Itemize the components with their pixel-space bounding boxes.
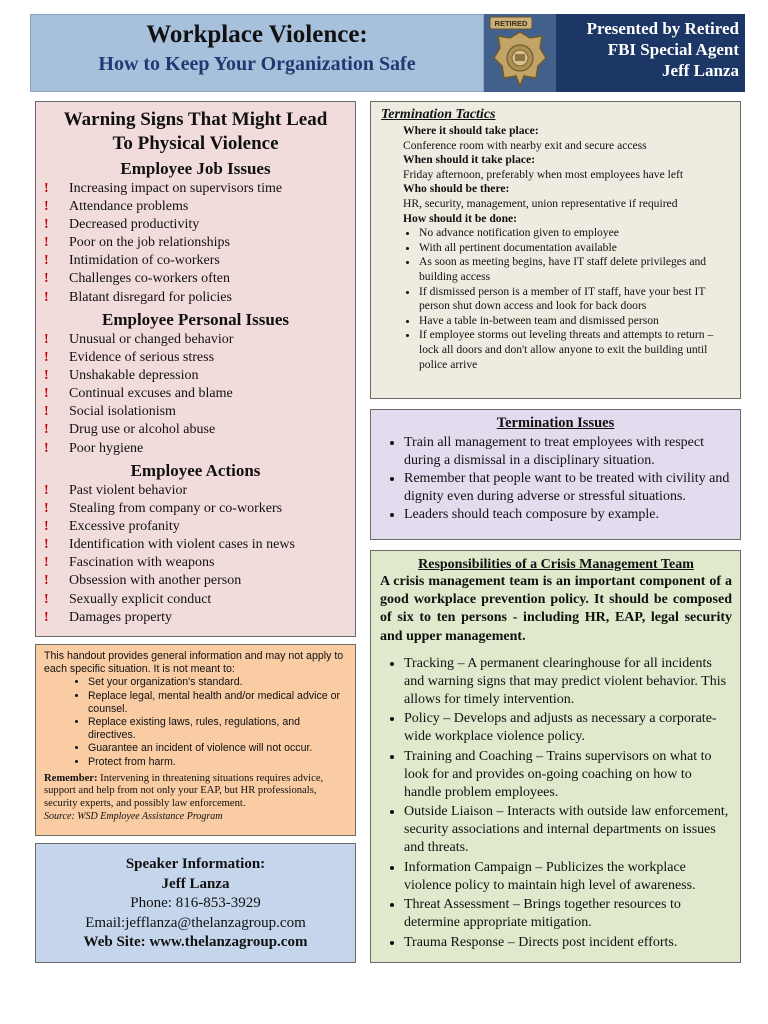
list-item: • Training and Coaching – Trains supervisors on what to look for and provides on-going coaching on how to handle problem employees. xyxy=(404,748,732,802)
list-item: ! Fascination with weapons xyxy=(44,555,215,571)
list-item: • Threat Assessment – Brings together resources to determine appropriate mitigation. xyxy=(404,896,732,932)
exclamation-icon: ! xyxy=(44,332,49,347)
list-item: ! Increasing impact on supervisors time xyxy=(44,181,283,196)
exclamation-icon: ! xyxy=(44,483,49,498)
disclaimer-intro: This handout provides general information and may not apply to each specific situation. It is not meant to: xyxy=(44,650,344,676)
list-item: ! Intimidation of co-workers xyxy=(44,253,220,269)
title-band xyxy=(30,14,484,92)
list-item: • Protect from harm. xyxy=(88,756,347,769)
list-item: • Set your organization's standard. xyxy=(88,676,347,689)
remember-note xyxy=(44,773,347,811)
speaker-phone: Phone: 816-853-3929 xyxy=(130,895,261,911)
presenter-line-2: FBI Special Agent xyxy=(607,40,739,59)
warning-title-line-2: To Physical Violence xyxy=(112,133,279,154)
disclaimer-list xyxy=(44,676,347,768)
list-item: ! Blatant disregard for policies xyxy=(44,289,232,305)
list-item: • If employee storms out leveling threats and attempts to return – lock all doors and don't allow anyone to exit the building until police arrive xyxy=(419,328,732,372)
list-item: ! Attendance problems xyxy=(44,199,189,215)
list-item: • Outside Liaison – Interacts with outside law enforcement, security associations and internal departments on issues and threats. xyxy=(404,803,732,857)
issues-list xyxy=(379,434,732,524)
exclamation-icon: ! xyxy=(44,519,49,535)
page-subtitle: How to Keep Your Organization Safe xyxy=(98,53,416,75)
crisis-list xyxy=(380,655,732,952)
list-item: ! Poor on the job relationships xyxy=(44,235,230,251)
list-item: • No advance notification given to employee xyxy=(419,226,732,241)
tactics-how-question: How should it be done: xyxy=(403,211,518,225)
list-item: • As soon as meeting begins, have IT staff delete privileges and building access xyxy=(419,255,732,284)
exclamation-icon: ! xyxy=(44,350,49,366)
exclamation-icon: ! xyxy=(44,573,49,589)
list-item: ! Decreased productivity xyxy=(44,217,200,233)
list-item: • Tracking – A permanent clearinghouse for all incidents and warning signs that may predict violent behavior. This allows for timely intervention. xyxy=(404,655,732,709)
header-banner xyxy=(30,14,745,92)
section-heading-personal-issues: Employee Personal Issues xyxy=(102,310,289,329)
list-item: ! Drug use or alcohol abuse xyxy=(44,422,216,438)
exclamation-icon: ! xyxy=(44,253,49,269)
fbi-badge-image xyxy=(484,14,556,92)
list-item: ! Poor hygiene xyxy=(44,440,144,456)
list-item: ! Unusual or changed behavior xyxy=(44,332,234,347)
page-title: Workplace Violence: xyxy=(146,21,368,48)
warning-title-line-1: Warning Signs That Might Lead xyxy=(63,109,328,130)
job-issues-list xyxy=(44,180,282,307)
speaker-website: Web Site: www.thelanzagroup.com xyxy=(83,934,308,950)
exclamation-icon: ! xyxy=(44,181,49,196)
remember-label: Remember: xyxy=(44,772,98,784)
tactics-where-answer: Conference room with nearby exit and secure access xyxy=(403,138,647,152)
exclamation-icon: ! xyxy=(44,501,49,517)
tactics-who-question: Who should be there: xyxy=(403,182,510,196)
termination-tactics-panel xyxy=(370,101,741,399)
list-item: ! Stealing from company or co-workers xyxy=(44,501,283,517)
tactics-who-answer: HR, security, management, union representative if required xyxy=(403,196,678,210)
list-item: • Information Campaign – Publicizes the workplace violence policy to maintain high level of awareness. xyxy=(404,859,732,895)
list-item: ! Damages property xyxy=(44,609,173,625)
list-item: ! Evidence of serious stress xyxy=(44,350,215,366)
list-item: • Replace existing laws, rules, regulations, and directives. xyxy=(88,716,347,742)
exclamation-icon: ! xyxy=(44,199,49,215)
list-item: ! Obsession with another person xyxy=(44,573,242,589)
list-item: ! Past violent behavior xyxy=(44,483,188,498)
exclamation-icon: ! xyxy=(44,386,49,402)
speaker-name: Jeff Lanza xyxy=(161,875,230,892)
list-item: • Policy – Develops and adjusts as necessary a corporate-wide workplace violence policy. xyxy=(404,710,732,746)
list-item: ! Identification with violent cases in news xyxy=(44,537,295,553)
badge-label: RETIRED xyxy=(494,19,528,28)
tactics-when-answer: Friday afternoon, preferably when most employees have left xyxy=(403,167,684,181)
exclamation-icon: ! xyxy=(44,422,49,438)
disclaimer-panel xyxy=(35,644,356,836)
exclamation-icon: ! xyxy=(44,217,49,233)
list-item: • Trauma Response – Directs post incident efforts. xyxy=(404,934,732,952)
exclamation-icon: ! xyxy=(44,404,49,420)
issues-title: Termination Issues xyxy=(496,415,615,431)
section-heading-job-issues: Employee Job Issues xyxy=(120,159,271,178)
list-item: ! Unshakable depression xyxy=(44,368,199,384)
list-item: • Remember that people want to be treated with civility and dignity even during adverse or stressful situations. xyxy=(404,470,732,506)
exclamation-icon: ! xyxy=(44,271,49,287)
tactics-title: Termination Tactics xyxy=(381,107,496,122)
termination-issues-panel xyxy=(370,409,741,540)
list-item: ! Continual excuses and blame xyxy=(44,386,233,402)
remember-text: Intervening in threatening situations requires advice, support and help from not only your EAP, but HR professionals, security experts, and possibly law enforcement. xyxy=(44,772,324,810)
exclamation-icon: ! xyxy=(44,537,49,553)
badge-icon xyxy=(484,14,556,92)
speaker-heading: Speaker Information: xyxy=(125,856,266,872)
warning-signs-panel xyxy=(35,101,356,637)
exclamation-icon: ! xyxy=(44,289,49,305)
exclamation-icon: ! xyxy=(44,235,49,251)
list-item: • Leaders should teach composure by example. xyxy=(404,506,732,524)
tactics-where-question: Where it should take place: xyxy=(403,124,539,137)
list-item: ! Excessive profanity xyxy=(44,519,180,535)
list-item: ! Sexually explicit conduct xyxy=(44,591,212,607)
tactics-how-list xyxy=(381,226,732,372)
section-heading-employee-actions: Employee Actions xyxy=(130,461,261,480)
exclamation-icon: ! xyxy=(44,440,49,456)
list-item: • Replace legal, mental health and/or medical advice or counsel. xyxy=(88,690,347,716)
exclamation-icon: ! xyxy=(44,609,49,625)
list-item: ! Challenges co-workers often xyxy=(44,271,230,287)
list-item: • If dismissed person is a member of IT staff, have your best IT person shut down access and look for back doors xyxy=(419,285,732,314)
crisis-title: Responsibilities of a Crisis Management Team xyxy=(418,557,694,572)
crisis-intro: A crisis management team is an important component of a good workplace prevention policy. It should be composed of six to ten persons - including HR, EAP, legal security and upper management. xyxy=(380,574,732,644)
exclamation-icon: ! xyxy=(44,591,49,607)
personal-issues-list xyxy=(44,331,233,458)
exclamation-icon: ! xyxy=(44,368,49,384)
exclamation-icon: ! xyxy=(44,555,49,571)
list-item: • Have a table in-between team and dismissed person xyxy=(419,314,732,329)
presenter-line-3: Jeff Lanza xyxy=(662,61,739,80)
tactics-when-question: When should it take place: xyxy=(403,153,536,167)
presenter-band xyxy=(556,14,745,92)
list-item: ! Social isolationism xyxy=(44,404,176,420)
list-item: • Guarantee an incident of violence will not occur. xyxy=(88,742,347,755)
presenter-line-1: Presented by Retired xyxy=(586,19,739,38)
list-item: • Train all management to treat employees with respect during a dismissal in a disciplinary situation. xyxy=(404,434,732,470)
crisis-team-panel xyxy=(370,550,741,963)
list-item: • With all pertinent documentation available xyxy=(419,241,732,256)
employee-actions-list xyxy=(44,482,295,627)
speaker-email: Email:jefflanza@thelanzagroup.com xyxy=(85,914,306,931)
source-note: Source: WSD Employee Assistance Program xyxy=(44,810,223,822)
speaker-info-panel xyxy=(35,843,356,963)
